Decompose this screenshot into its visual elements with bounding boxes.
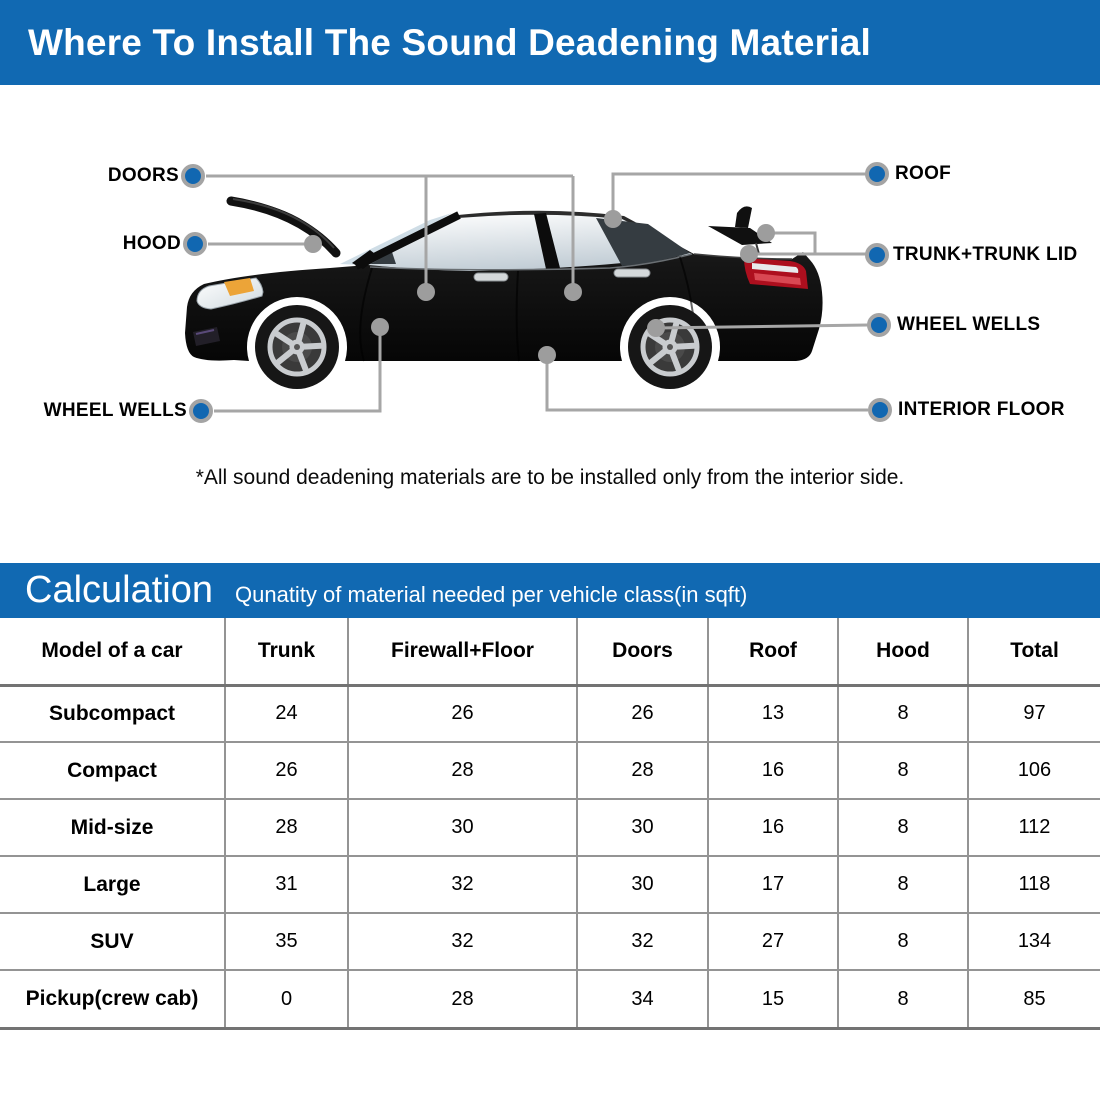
rear-door-anchor-dot [564,283,582,301]
table-row [0,799,1100,856]
wheel-wells-right-marker-dot [867,313,891,337]
value-cell: 24 [225,685,348,742]
interior-floor-marker-dot [868,398,892,422]
label-doors: DOORS [107,165,179,186]
label-wheel-wells-left: WHEEL WELLS [43,400,187,421]
value-cell: 27 [708,913,838,970]
front-door-anchor-dot [417,283,435,301]
value-cell: 8 [838,856,968,913]
roof-marker-dot [865,162,889,186]
col-header-model: Model of a car [0,618,225,685]
value-cell: 97 [968,685,1100,742]
value-cell: 85 [968,970,1100,1027]
hood-anchor-dot [304,235,322,253]
value-cell: 16 [708,742,838,799]
value-cell: 112 [968,799,1100,856]
value-cell: 26 [348,685,577,742]
trunk-marker-dot [865,243,889,267]
calculation-bar [0,563,1100,618]
value-cell: 8 [838,799,968,856]
model-cell: Compact [0,742,225,799]
interior-floor-anchor-dot [538,346,556,364]
table-row [0,970,1100,1027]
label-trunk: TRUNK+TRUNK LID [893,244,1078,265]
col-header-firewall-floor: Firewall+Floor [348,618,577,685]
header-bar [0,0,1100,85]
table-body [0,685,1100,1027]
wheel-wells-left-marker-dot [189,399,213,423]
label-roof: ROOF [895,163,952,184]
value-cell: 30 [577,799,708,856]
label-interior-floor: INTERIOR FLOOR [898,399,1065,420]
value-cell: 32 [348,913,577,970]
trunk-anchor-dot [740,245,758,263]
roof-anchor-dot [604,210,622,228]
value-cell: 13 [708,685,838,742]
front-door-handle [474,273,508,281]
value-cell: 106 [968,742,1100,799]
page-title: Where To Install The Sound Deadening Material [28,21,871,63]
table-row [0,856,1100,913]
value-cell: 16 [708,799,838,856]
calculation-table [0,618,1100,1027]
value-cell: 17 [708,856,838,913]
rear-wheel [628,305,712,389]
value-cell: 15 [708,970,838,1027]
table-row [0,913,1100,970]
calculation-title: Calculation [25,569,213,611]
value-cell: 28 [348,742,577,799]
value-cell: 26 [225,742,348,799]
hood-marker-dot [183,232,207,256]
value-cell: 8 [838,913,968,970]
model-cell: Mid-size [0,799,225,856]
value-cell: 26 [577,685,708,742]
value-cell: 8 [838,970,968,1027]
value-cell: 8 [838,685,968,742]
value-cell: 28 [577,742,708,799]
label-hood: HOOD [122,233,181,254]
table-row [0,742,1100,799]
value-cell: 35 [225,913,348,970]
col-header-roof: Roof [708,618,838,685]
install-note: *All sound deadening materials are to be installed only from the interior side. [195,466,905,489]
value-cell: 28 [348,970,577,1027]
rear-wheel-well-anchor-dot [647,319,665,337]
model-cell: SUV [0,913,225,970]
value-cell: 30 [348,799,577,856]
col-header-total: Total [968,618,1100,685]
calculation-table-wrap [0,618,1100,1030]
value-cell: 31 [225,856,348,913]
doors-marker-dot [181,164,205,188]
value-cell: 8 [838,742,968,799]
model-cell: Pickup(crew cab) [0,970,225,1027]
front-wheel [255,305,339,389]
value-cell: 32 [348,856,577,913]
value-cell: 34 [577,970,708,1027]
value-cell: 28 [225,799,348,856]
model-cell: Large [0,856,225,913]
col-header-doors: Doors [577,618,708,685]
front-wheel-well-anchor-dot [371,318,389,336]
rear-door-handle [614,269,650,277]
model-cell: Subcompact [0,685,225,742]
table-header-row [0,618,1100,685]
value-cell: 134 [968,913,1100,970]
value-cell: 32 [577,913,708,970]
car-diagram-section [0,85,1100,563]
table-row [0,685,1100,742]
value-cell: 118 [968,856,1100,913]
col-header-trunk: Trunk [225,618,348,685]
label-wheel-wells-right: WHEEL WELLS [897,314,1041,335]
calculation-subtitle: Qunatity of material needed per vehicle class(in sqft) [235,582,748,607]
trunk-lid-anchor-dot [757,224,775,242]
col-header-hood: Hood [838,618,968,685]
value-cell: 30 [577,856,708,913]
car-body [185,199,823,389]
value-cell: 0 [225,970,348,1027]
